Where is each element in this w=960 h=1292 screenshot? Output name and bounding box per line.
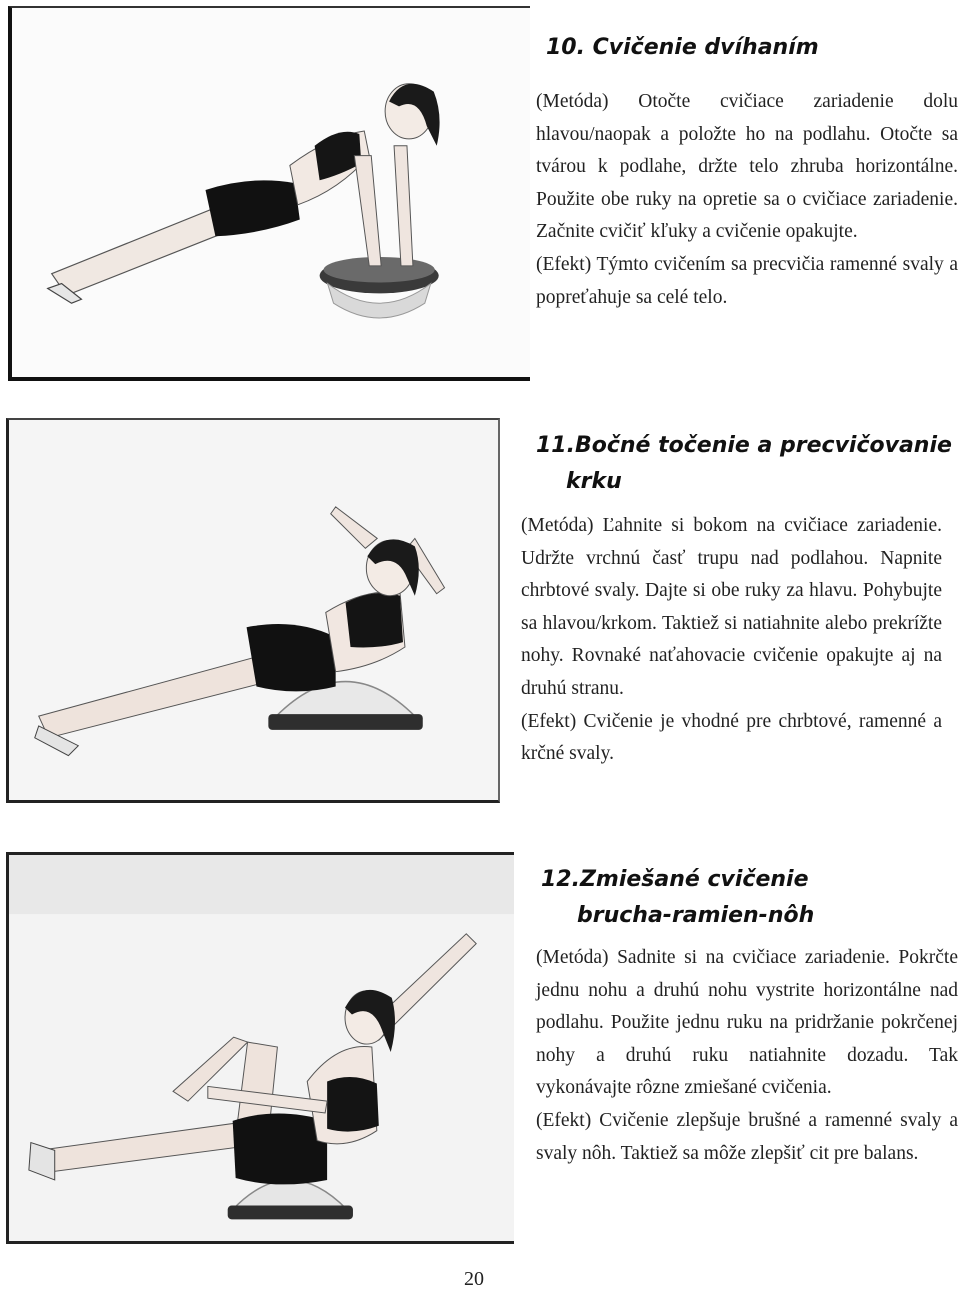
effect-paragraph: (Efekt) Cvičenie zlepšuje brušné a ramenné svaly a svaly nôh. Taktiež sa môže zlepšiť cit pre balans. xyxy=(536,1109,958,1164)
section-body xyxy=(521,510,942,771)
section-title xyxy=(536,428,952,500)
exercise-photo-pushup xyxy=(8,6,530,381)
section-title-line1: 11.Bočné točenie a precvičovanie xyxy=(536,433,952,458)
section-body xyxy=(536,942,958,1170)
effect-paragraph: (Efekt) Cvičenie je vhodné pre chrbtové, ramenné a krčné svaly. xyxy=(521,710,942,765)
exercise-photo-side-twist xyxy=(6,418,500,803)
method-paragraph: (Metóda) Ľahnite si bokom na cvičiace zariadenie. Udržte vrchnú časť trupu nad podlahou. Napnite chrbtové svaly. Dajte si obe ruky za hlavu. Pohybujte sa hlavou/krkom. Taktiež si natiahnite alebo prekrížte nohy. Rovnaké naťahovacie cvičenie opakujte aj na druhú stranu. xyxy=(521,515,942,699)
section-body xyxy=(536,86,958,314)
section-title xyxy=(541,862,814,934)
section-title-line2: krku xyxy=(566,469,622,494)
exercise-photo-mixed xyxy=(6,852,514,1244)
effect-paragraph: (Efekt) Týmto cvičením sa precvičia ramenné svaly a popreťahuje sa celé telo. xyxy=(536,253,958,308)
method-paragraph: (Metóda) Sadnite si na cvičiace zariadenie. Pokrčte jednu nohu a druhú nohu vystrite horizontálne nad podlahu. Použite jednu ruku na pridržanie pokrčenej nohy a druhú ruku natiahnite dozadu. Tak vykonávajte rôzne zmiešané cvičenia. xyxy=(536,947,958,1099)
section-title-line1: 12.Zmiešané cvičenie xyxy=(541,867,809,892)
method-paragraph: (Metóda) Otočte cvičiace zariadenie dolu hlavou/naopak a položte ho na podlahu. Otočte sa tvárou k podlahe, držte telo zhruba horizontálne. Použite obe ruky na opretie sa o cvičiace zariadenie. Začnite cvičiť kľuky a cvičenie opakujte. xyxy=(536,91,958,243)
page-number: 20 xyxy=(464,1268,484,1290)
section-title-line2: brucha-ramien-nôh xyxy=(577,903,815,928)
section-title: 10. Cvičenie dvíhaním xyxy=(546,35,819,60)
